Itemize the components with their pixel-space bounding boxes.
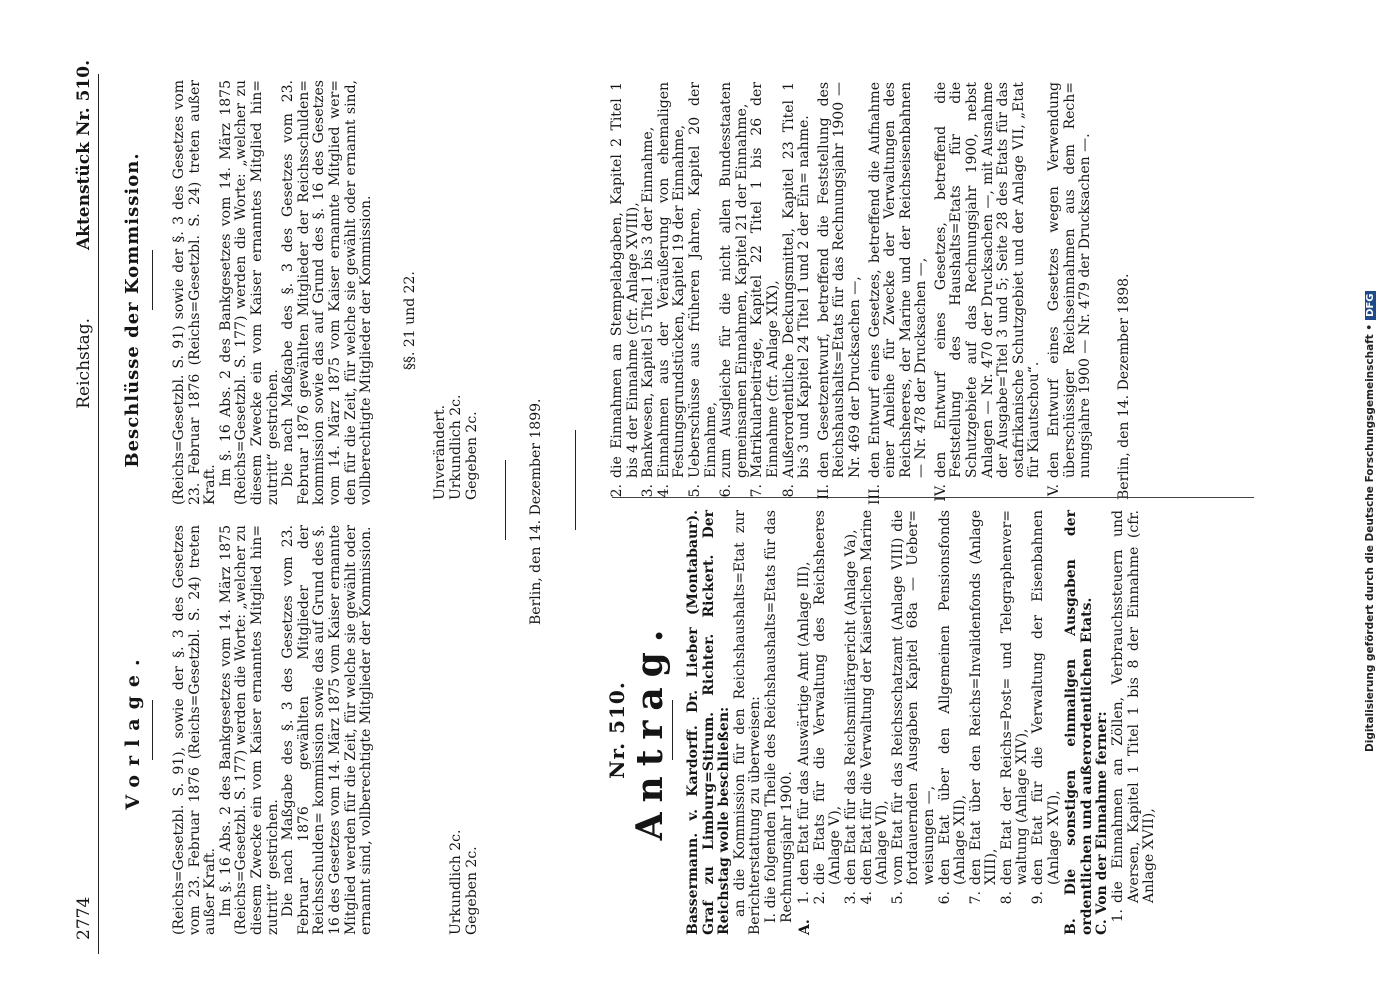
vorlage-title: Vorlage. bbox=[122, 650, 144, 810]
beschluesse-paragraph-3: Die nach Maßgabe des §. 3 des Gesetzes vom 23. Februar 1876 gewählten Mitglieder der Reichsschulden= kommission sowie das auf Grund des §. 16 des Gesetzes vom 14. März 1875 vom Kaiser ernannte Mitglied wer= den für die Zeit, für welche sie gewählt oder ernannt sind, vollberechtigte Mitglieder der Kommission. bbox=[280, 80, 375, 505]
antrag-C-item-number: 2. bbox=[609, 484, 625, 498]
antrag-A-item-number: 9. bbox=[1030, 891, 1047, 905]
page-number: 2774 bbox=[74, 896, 94, 940]
header-aktenstueck: Aktenstück Nr. 510. bbox=[74, 60, 94, 251]
antrag-III-number: III. bbox=[866, 484, 883, 506]
section-separator bbox=[575, 430, 576, 530]
antrag-heading bbox=[605, 545, 671, 915]
antrag-A-item-number: 3. bbox=[842, 891, 859, 905]
antrag-A-item bbox=[860, 510, 891, 917]
antrag-C-item bbox=[750, 82, 781, 510]
antrag-A-item bbox=[891, 510, 938, 917]
vorlage-heading-rule bbox=[152, 700, 153, 760]
antrag-point-III bbox=[868, 82, 930, 510]
beschluesse-date bbox=[528, 375, 544, 625]
vorlage-divider bbox=[505, 460, 506, 540]
vorlage-paragraph-1: (Reichs=Gesetzbl. S. 91), sowie der §. 3 des Gesetzes vom 23. Februar 1876 (Reichs=Gesetzbl. S. 24) treten außer Kraft. bbox=[171, 525, 219, 935]
antrag-A-item-number: 7. bbox=[967, 891, 984, 905]
antrag-C-item bbox=[719, 82, 750, 510]
vorlage-text bbox=[172, 525, 375, 935]
antrag-C-item-text: Ueberschüsse aus früheren Jahren, Kapitel 20 der Einnahme, bbox=[686, 82, 719, 478]
vorlage-gegeben: Gegeben 2c. bbox=[464, 846, 480, 935]
antrag-A-item bbox=[1031, 510, 1062, 917]
antrag-A-item-number: 2. bbox=[811, 891, 828, 905]
antrag-A-item bbox=[969, 510, 1000, 917]
antrag-C-item-text: die Einnahmen an Stempelabgaben, Kapitel 2 Titel 1 bis 4 der Einnahme (cfr. Anlage XVIII), bbox=[609, 82, 641, 478]
header-reichstag: Reichstag. bbox=[74, 318, 94, 409]
beschluesse-urkundlich: Urkundlich 2c. bbox=[448, 394, 464, 500]
beschluesse-para-ref bbox=[402, 170, 418, 370]
antrag-A-item-text: den Etat für die Verwaltung der Eisenbahnen (Anlage XVI), bbox=[1030, 510, 1062, 885]
beschluesse-heading bbox=[122, 100, 143, 520]
beschluesse-gegeben: Gegeben 2c. bbox=[464, 411, 480, 500]
stamp-text: Digitalisierung gefördert durch die Deutsche Forschungsgemeinschaft • bbox=[1364, 323, 1376, 752]
dfg-logo: DFG bbox=[1365, 291, 1376, 320]
antrag-IV-text: den Entwurf eines Gesetzes, betreffend die Feststellung des Haushalts=Etats für die Schutzgebiete auf das Rechnungsjahr 1900, nebst Anlagen — Nr. 470 der Drucksachen —, mit Ausnahme der Ausgabe=Titel 3 und 5; Seite 28 des Etats für das ostafrikanische Schutzgebiet und der Anlage VII, „Etat für Kiautschou“. bbox=[932, 82, 1043, 478]
header-rule bbox=[98, 74, 99, 954]
antrag-intro-2: an die Kommission für den Reichshaushalts=Etat zur Berichterstattung zu überweisen: bbox=[731, 510, 764, 935]
antrag-II-text: den Gesetzentwurf, betreffend die Feststellung des Reichshaushalts=Etats für das Rechnungsjahr 1900 — Nr. 469 der Drucksachen —, bbox=[815, 82, 863, 478]
beschluesse-date-text: Berlin, den 14. Dezember 1899. bbox=[528, 398, 544, 625]
antrag-C-item bbox=[782, 82, 813, 510]
antrag-C-item-number: 7. bbox=[749, 484, 766, 498]
antrag-C-item-text: Bankwesen, Kapitel 5 Titel 1 bis 3 der Einnahme, bbox=[640, 126, 657, 478]
antrag-point-B: B. Die sonstigen einmaligen Ausgaben der ordentlichen und außerordentlichen Etats. bbox=[1063, 510, 1095, 935]
antrag-C-item bbox=[610, 82, 641, 510]
antrag-A-item bbox=[797, 510, 813, 917]
antrag-A-item-number: 6. bbox=[936, 891, 953, 905]
antrag-point-IV bbox=[934, 82, 1043, 510]
antrag-heading-rule bbox=[672, 700, 673, 760]
antrag-A-list bbox=[797, 510, 1062, 917]
antrag-C-item-number: 1. bbox=[1110, 909, 1127, 923]
antrag-A-item bbox=[813, 510, 844, 917]
vorlage-paragraph-3: Die nach Maßgabe des §. 3 des Gesetzes vom 23. Februar 1876 gewählten Mitglieder der Reichsschulden= kommission sowie das auf Grund des §. 16 des Gesetzes vom 14. März 1875 vom Kaiser ernannte Mitglied werden für die Zeit, für welche sie gewählt oder ernannt sind, vollberechtigte Mitglieder der Kommission. bbox=[280, 525, 375, 935]
vorlage-urkundlich: Urkundlich 2c. bbox=[448, 829, 464, 935]
antrag-A-item-text: den Etat über den Reichs=Invalidenfonds (Anlage XIII), bbox=[967, 510, 1000, 885]
antrag-A-item-text: den Etat für die Verwaltung der Kaiserlichen Marine (Anlage VI), bbox=[858, 510, 891, 885]
antrag-C-item-text: zum Ausgleiche für die nicht allen Bundesstaaten gemeinsamen Einnahmen, Kapitel 21 der Einnahme, bbox=[718, 82, 750, 478]
antrag-intro: Bassermann. v. Kardorff. Dr. Lieber (Montabaur). Graf zu Limburg=Stirum. Richter. Rickert. Der Reichstag wolle beschließen: bbox=[685, 510, 733, 935]
antrag-A-item-number: 4. bbox=[858, 891, 875, 905]
antrag-A-item-text: den Etat über den Allgemeinen Pensionsfonds (Anlage XII), bbox=[936, 510, 969, 885]
antrag-A-item bbox=[844, 510, 860, 917]
antrag-A-item-number: 1. bbox=[796, 891, 813, 905]
beschluesse-closing bbox=[432, 320, 480, 500]
antrag-column-rule bbox=[612, 497, 1254, 498]
antrag-C-item-text: Außerordentliche Deckungsmittel, Kapitel 23 Titel 1 bis 3 und Kapitel 24 Titel 1 und 2 der Ein= nahme. bbox=[780, 82, 813, 478]
antrag-IV-number: IV. bbox=[932, 484, 949, 502]
antrag-A-item-text: den Etat für das Reichsmilitärgericht (Anlage Va), bbox=[842, 529, 859, 885]
antrag-V-text: den Entwurf eines Gesetzes wegen Verwendung überschüssiger Reichseinnahmen aus dem Rech= nungsjahre 1900 — Nr. 479 der Drucksachen —. bbox=[1046, 82, 1094, 478]
antrag-C-item-text: die Einnahmen an Zöllen, Verbrauchssteuern und Aversen, Kapitel 1 Titel 1 bis 8 der Einnahme (cfr. Anlage XVII), bbox=[1110, 510, 1158, 903]
vorlage-heading bbox=[122, 525, 144, 935]
antrag-C-item bbox=[657, 82, 688, 510]
antrag-C-item bbox=[1111, 510, 1158, 935]
antrag-A-item-number: 8. bbox=[998, 891, 1015, 905]
vorlage-paragraph-2: Im §. 16 Abs. 2 des Bankgesetzes vom 14. März 1875 (Reichs=Gesetzbl. S. 177) werden die Worte: „welcher zu diesem Zwecke ein vom Kaiser ernanntes Mitglied hin= zutritt“ gestrichen. bbox=[217, 525, 281, 935]
page-header bbox=[74, 60, 98, 940]
antrag-A-item-text: den Etat für das Auswärtige Amt (Anlage III), bbox=[796, 561, 813, 885]
beschluesse-title: Beschlüsse der Kommission. bbox=[122, 152, 143, 468]
digitization-stamp bbox=[1364, 7, 1376, 752]
antrag-A-item bbox=[938, 510, 969, 917]
antrag-C-list-start bbox=[1111, 510, 1158, 935]
antrag-A-item-text: vom Etat für das Reichsschatzamt (Anlage VIII) die fortdauernden Ausgaben Kapitel 68a — Ueber= weisungen —, bbox=[889, 510, 937, 885]
beschluesse-unveraendert: Unverändert. bbox=[432, 404, 448, 500]
antrag-C-item-number: 3. bbox=[640, 484, 657, 498]
beschluesse-paragraphs: §§. 21 und 22. bbox=[402, 271, 418, 370]
antrag-A-item-text: die Etats für die Verwaltung des Reichsheeres (Anlage V), bbox=[811, 510, 844, 885]
beschluesse-heading-rule bbox=[152, 250, 153, 310]
beschluesse-paragraph-1: (Reichs=Gesetzbl. S. 91) sowie der §. 3 des Gesetzes vom 23. Februar 1876 (Reichs=Gesetzbl. S. 24) treten außer Kraft. bbox=[171, 80, 219, 505]
antrag-number: Nr. 510. bbox=[605, 681, 629, 779]
antrag-C-item-number: 8. bbox=[780, 484, 797, 498]
vorlage-closing bbox=[448, 775, 480, 935]
antrag-A-item-text: den Etat der Reichs=Post= und Telegraphenver= waltung (Anlage XIV), bbox=[998, 510, 1031, 885]
antrag-V-number: V. bbox=[1046, 484, 1063, 497]
antrag-C-item-number: 4. bbox=[655, 484, 672, 498]
antrag-A-label: A. bbox=[797, 919, 814, 935]
antrag-A-item bbox=[1000, 510, 1031, 917]
antrag-point-II bbox=[817, 82, 864, 510]
antrag-C-item bbox=[688, 82, 719, 510]
antrag-C-item-number: 5. bbox=[686, 484, 703, 498]
antrag-title: Antrag. bbox=[629, 619, 671, 841]
beschluesse-paragraph-2: Im §. 16 Abs. 2 des Bankgesetzes vom 14. März 1875 (Reichs=Gesetzbl. S. 177) werden die Worte: „welcher zu diesem Zwecke ein vom Kaiser ernanntes Mitglied hin= zutritt“ gestrichen. bbox=[217, 80, 281, 505]
beschluesse-text bbox=[172, 80, 375, 505]
antrag-C-item-text: Matrikularbeiträge, Kapitel 22 Titel 1 bis 26 der Einnahme (cfr. Anlage XIX), bbox=[749, 82, 781, 478]
antrag-C-item-text: Einnahmen aus der Veräußerung von ehemaligen Festungsgrundstücken, Kapitel 19 der Einnahme, bbox=[655, 82, 688, 478]
antrag-point-I: I. die folgenden Theile des Reichshaushalts=Etats für das Rechnungsjahr 1900. bbox=[762, 510, 795, 923]
antrag-point-V bbox=[1047, 82, 1094, 510]
antrag-A-item-number: 5. bbox=[889, 891, 906, 905]
antrag-II-number: II. bbox=[815, 484, 832, 500]
antrag-C-item-number: 6. bbox=[718, 484, 735, 498]
antrag-point-C: C. Von der Einnahme ferner: bbox=[1094, 711, 1111, 935]
antrag-C-item bbox=[641, 82, 657, 510]
antrag-date: Berlin, den 14. Dezember 1898. bbox=[1115, 273, 1132, 500]
antrag-III-text: den Entwurf eines Gesetzes, betreffend die Aufnahme einer Anleihe für Zwecke der Verwaltungen des Reichsheeres, der Marine und der Reichseisenbahnen — Nr. 478 der Drucksachen —, bbox=[866, 82, 930, 478]
antrag-left-column bbox=[686, 510, 1158, 935]
antrag-C-list-continued bbox=[610, 82, 813, 510]
antrag-right-column bbox=[610, 82, 1132, 510]
